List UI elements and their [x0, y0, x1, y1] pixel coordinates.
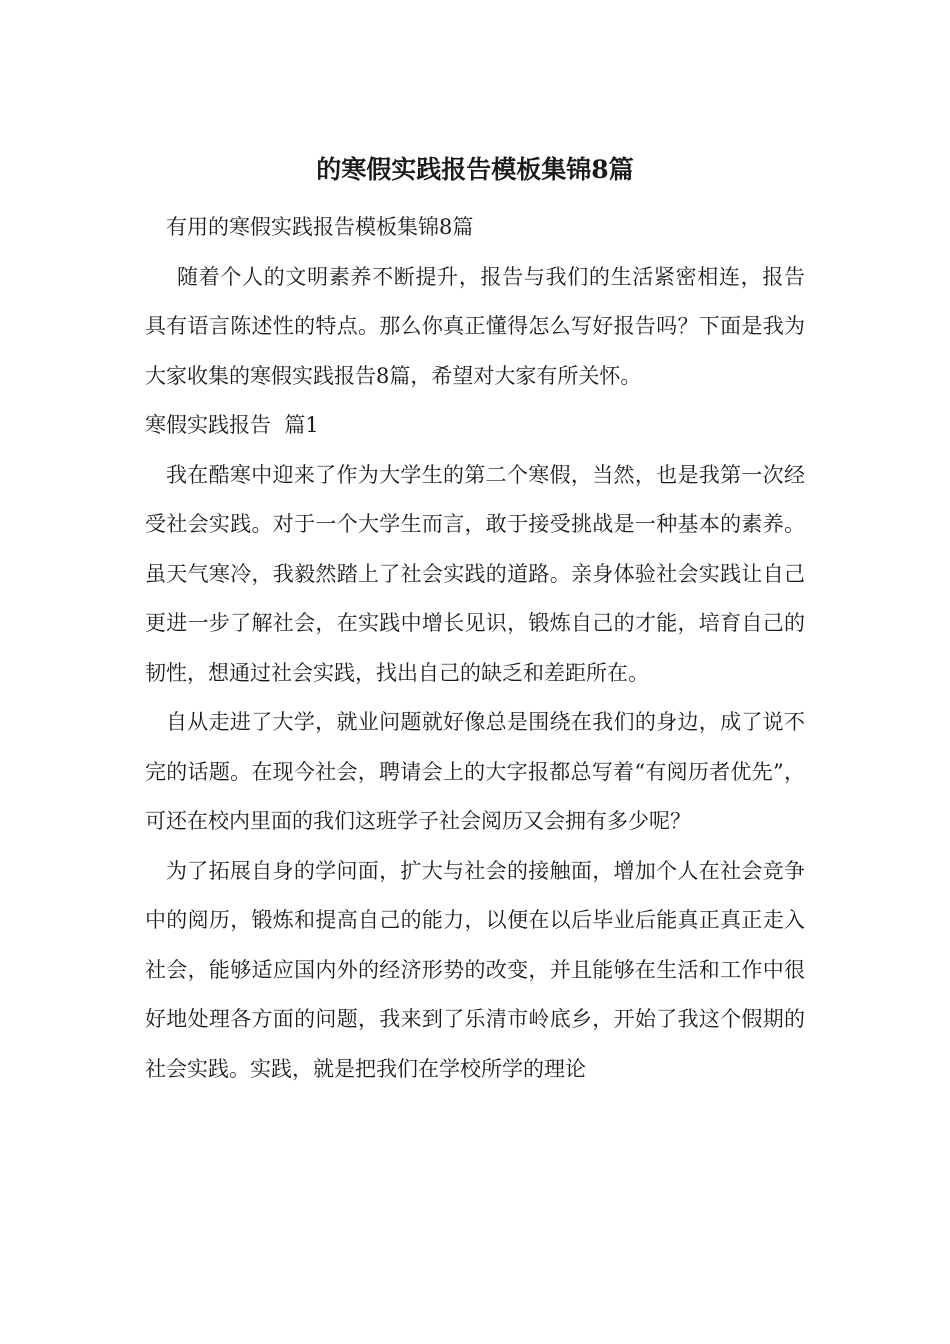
- body-paragraph-3: 为了拓展自身的学问面，扩大与社会的接触面，增加个人在社会竞争中的阅历，锻炼和提高自己的能力，以便在以后毕业后能真正真正走入社会，能够适应国内外的经济形势的改变，并且能够在生活和工作中很好地处理各方面的问题，我来到了乐清市岭底乡，开始了我这个假期的社会实践。实践，就是把我们在学校所学的理论: [145, 858, 805, 1081]
- body-paragraph-1: 我在酷寒中迎来了作为大学生的第二个寒假，当然，也是我第一次经受社会实践。对于一个大学生而言，敢于接受挑战是一种基本的素养。虽天气寒冷，我毅然踏上了社会实践的道路。亲身体验社会实践让自己更进一步了解社会，在实践中增长见识，锻炼自己的才能，培育自己的韧性，想通过社会实践，找出自己的缺乏和差距所在。: [145, 462, 805, 685]
- intro-paragraph: 随着个人的文明素养不断提升，报告与我们的生活紧密相连，报告具有语言陈述性的特点。那么你真正懂得怎么写好报告吗？下面是我为大家收集的寒假实践报告8篇，希望对大家有所关怀。: [145, 264, 805, 388]
- document-title: 的寒假实践报告模板集锦8篇: [316, 155, 634, 184]
- body-paragraph-2: 自从走进了大学，就业问题就好像总是围绕在我们的身边，成了说不完的话题。在现今社会，聘请会上的大字报都总写着“有阅历者优先”，可还在校内里面的我们这班学子社会阅历又会拥有多少呢？: [145, 710, 805, 833]
- section-heading: 寒假实践报告 篇1: [145, 413, 319, 437]
- document-body: [145, 203, 805, 1094]
- document-subtitle: 有用的寒假实践报告模板集锦8篇: [166, 215, 474, 239]
